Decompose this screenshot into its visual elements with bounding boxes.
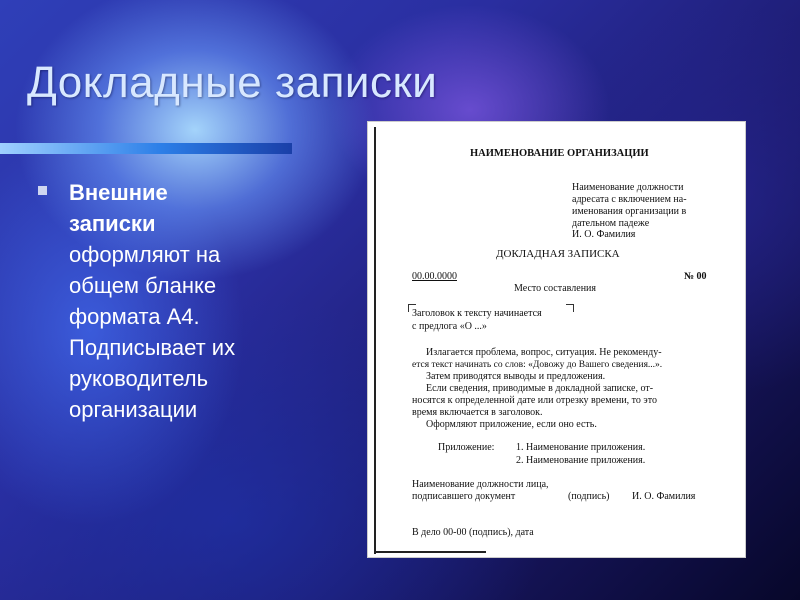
form-addressee-2: адресата с включением на- (572, 194, 687, 205)
form-addressee-4: дательном падеже (572, 218, 650, 229)
form-signature: (подпись) (568, 491, 610, 502)
form-body-5: носятся к определенной дате или отрезку времени, то это (412, 395, 657, 406)
bullet-marker (38, 186, 47, 195)
form-appendix-2: 2. Наименование приложения. (516, 455, 646, 466)
form-addressee-5: И. О. Фамилия (572, 229, 636, 240)
form-org-name: НАИМЕНОВАНИЕ ОРГАНИЗАЦИИ (470, 148, 649, 159)
form-signer-name: И. О. Фамилия (632, 491, 696, 502)
form-body-2: ется текст начинать со слов: «Довожу до Вашего сведения...». (412, 360, 663, 370)
form-doc-title: ДОКЛАДНАЯ ЗАПИСКА (496, 248, 620, 260)
form-filing: В дело 00-00 (подпись), дата (412, 527, 534, 538)
form-heading-2: с предлога «О ...» (412, 321, 487, 332)
bullet-bold-line-2: записки (69, 211, 156, 236)
form-heading-1: Заголовок к тексту начинается (412, 308, 542, 319)
title-divider (0, 143, 292, 154)
form-heading-corner-right (566, 304, 574, 312)
form-body-4: Если сведения, приводимые в докладной записке, от- (426, 383, 654, 394)
form-appendix-1: 1. Наименование приложения. (516, 442, 646, 453)
form-bottom-border (376, 551, 486, 553)
form-body-3: Затем приводятся выводы и предложения. (426, 371, 606, 382)
form-addressee-3: именования организации в (572, 206, 687, 217)
bullet-body: оформляют на общем бланке формата А4. Подписывает их руководитель организации (69, 242, 236, 422)
form-signer-2: подписавшего документ (412, 491, 516, 502)
form-body-7: Оформляют приложение, если оно есть. (426, 419, 597, 430)
form-appendix-label: Приложение: (438, 442, 495, 453)
form-place: Место составления (514, 283, 597, 294)
form-date: 00.00.0000 (412, 271, 457, 282)
form-number: № 00 (684, 271, 707, 282)
form-body-1: Излагается проблема, вопрос, ситуация. Не рекоменду- (426, 347, 662, 358)
form-body-6: время включается в заголовок. (412, 407, 543, 418)
bullet-bold-line-1: Внешние (69, 180, 168, 205)
form-signer-1: Наименование должности лица, (412, 479, 549, 490)
document-form-image (367, 121, 746, 558)
bullet-text (69, 177, 288, 425)
form-addressee-1: Наименование должности (572, 182, 684, 193)
slide-title: Докладные записки (27, 58, 438, 107)
form-left-border (374, 127, 376, 554)
bullet-item (38, 177, 288, 425)
